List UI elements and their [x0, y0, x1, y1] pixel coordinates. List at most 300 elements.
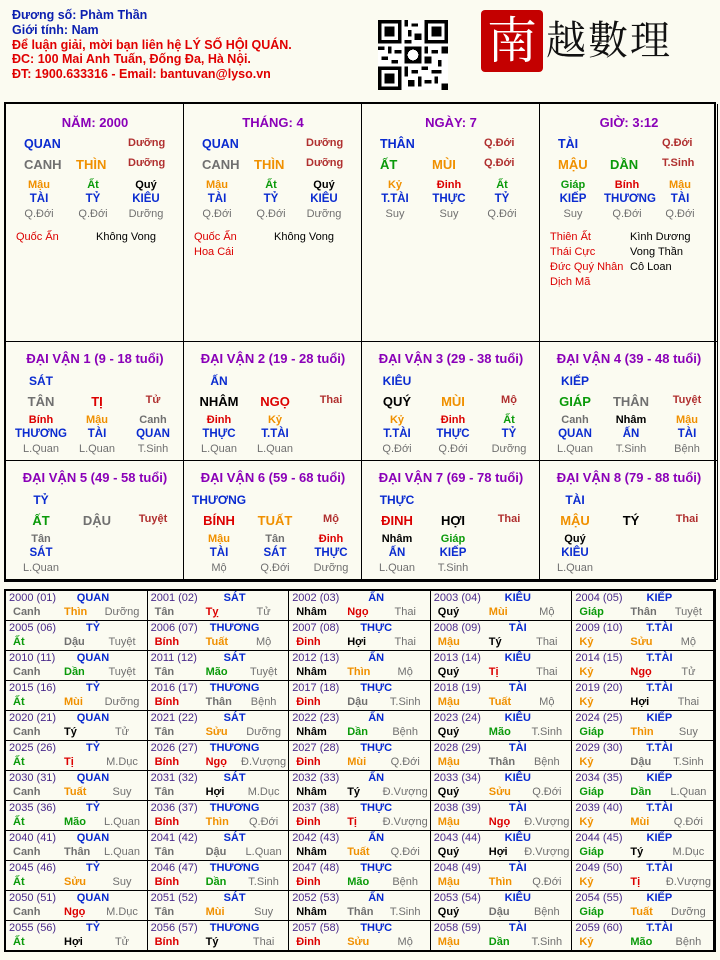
- luck-branch: DẬU: [82, 513, 112, 528]
- year-label: 2013 (14): [433, 652, 481, 664]
- pillar-god-state: Q.Đới: [484, 137, 515, 149]
- pillar-branch-state: T.Sinh: [662, 157, 695, 169]
- year-cell: [431, 831, 573, 861]
- luck-cell: [184, 461, 362, 580]
- hidden-god: THỰC: [432, 193, 466, 205]
- luck-hidden-stem: Đinh: [318, 533, 344, 545]
- year-cell: [6, 681, 148, 711]
- luck-stem: TÂN: [27, 394, 55, 409]
- luck-hidden-god: T.TÀI: [383, 428, 411, 440]
- year-god: TỶ: [85, 862, 101, 874]
- years-table: [4, 589, 716, 952]
- luck-hidden-stem: Canh: [139, 414, 167, 426]
- year-god: KIẾP: [646, 892, 673, 904]
- pillar-branch-state: Dưỡng: [128, 157, 166, 169]
- year-state: T.Sinh: [673, 756, 704, 768]
- luck-hidden-stem: Tân: [265, 533, 285, 545]
- luck-cell: [184, 342, 362, 461]
- luck-stem: BÍNH: [203, 513, 235, 528]
- hidden-state: Q.Đới: [202, 208, 232, 220]
- year-state: Q.Đới: [673, 816, 703, 828]
- year-cell: [572, 681, 714, 711]
- year-state: Suy: [678, 726, 698, 738]
- year-state: Đ.Vượng: [382, 786, 428, 798]
- year-branch: Tý: [347, 786, 361, 798]
- luck-hidden-stem: Giáp: [440, 533, 466, 545]
- hidden-god: T.TÀI: [381, 193, 409, 205]
- year-stem: Ất: [13, 696, 25, 708]
- luck-hidden-god: TÀI: [677, 428, 697, 440]
- year-label: 2048 (49): [433, 862, 481, 874]
- year-god: THỰC: [360, 682, 393, 694]
- qr-code-icon[interactable]: [378, 20, 448, 90]
- luck-title: ĐẠI VẬN 7 (69 - 78 tuổi): [378, 470, 524, 485]
- year-god: QUAN: [76, 772, 110, 784]
- year-branch: Tỵ: [205, 606, 219, 618]
- year-stem: Ất: [13, 936, 25, 948]
- year-cell: [289, 741, 431, 771]
- year-label: 2047 (48): [292, 862, 340, 874]
- year-stem: Kỷ: [579, 816, 594, 828]
- year-branch: Ngọ: [630, 666, 652, 678]
- luck-hidden-stem: Kỷ: [267, 414, 283, 426]
- luck-branch: THÂN: [612, 394, 650, 409]
- pillar-cell: [6, 104, 184, 342]
- luck-stem: GIÁP: [559, 394, 591, 409]
- luck-hidden-god: TÀI: [209, 547, 229, 559]
- year-cell: [572, 591, 714, 621]
- luck-hidden-god: ẤN: [622, 428, 640, 440]
- year-branch: Tị: [64, 756, 74, 768]
- year-cell: [289, 831, 431, 861]
- year-stem: Ất: [13, 816, 25, 828]
- pillar-god: TÀI: [558, 137, 579, 151]
- luck-hidden-stem: Bính: [28, 414, 54, 426]
- luck-title: ĐẠI VẬN 4 (39 - 48 tuổi): [556, 351, 702, 366]
- year-god: KIÊU: [504, 892, 531, 904]
- star-left: Quốc Ấn: [194, 231, 237, 243]
- year-state: L.Quan: [103, 846, 141, 858]
- year-cell: [6, 831, 148, 861]
- year-cell: [6, 921, 148, 951]
- year-stem: Nhâm: [296, 786, 327, 798]
- year-branch: Ngọ: [347, 606, 369, 618]
- year-stem: Nhâm: [296, 846, 327, 858]
- year-god: QUAN: [76, 652, 110, 664]
- pillar-god-state: Dưỡng: [128, 137, 166, 149]
- year-branch: Thìn: [630, 726, 654, 738]
- luck-cell: [540, 342, 718, 461]
- year-state: Mộ: [539, 696, 555, 708]
- hidden-state: Suy: [439, 208, 459, 220]
- year-label: 2005 (06): [9, 622, 57, 634]
- luck-hidden-stem: Mậu: [208, 533, 230, 545]
- year-label: 2055 (56): [9, 922, 57, 934]
- year-cell: [6, 891, 148, 921]
- hidden-god: KIÊU: [310, 193, 338, 205]
- hidden-stem: Mậu: [669, 179, 691, 191]
- year-state: Đ.Vượng: [665, 876, 711, 888]
- luck-state: Mộ: [323, 513, 339, 525]
- year-state: Tuyệt: [108, 636, 136, 648]
- year-god: QUAN: [76, 892, 110, 904]
- year-branch: Dậu: [347, 696, 368, 708]
- hidden-state: Suy: [563, 208, 583, 220]
- year-stem: Tân: [154, 906, 175, 918]
- star-left: Dịch Mã: [550, 276, 591, 288]
- hidden-stem: Kỷ: [387, 179, 403, 191]
- pillar-branch-state: Dưỡng: [306, 157, 344, 169]
- year-god: ẤN: [368, 652, 385, 664]
- luck-hidden-state: L.Quan: [256, 443, 294, 455]
- star-right: Không Vong: [96, 231, 156, 243]
- year-god: ẤN: [368, 592, 385, 604]
- luck-hidden-state: Q.Đới: [260, 562, 290, 574]
- year-label: 2045 (46): [9, 862, 57, 874]
- year-label: 2006 (07): [150, 622, 198, 634]
- year-cell: [431, 651, 573, 681]
- luck-title: ĐẠI VẬN 3 (29 - 38 tuổi): [378, 351, 524, 366]
- pillar-god: QUAN: [24, 137, 61, 151]
- year-stem: Canh: [13, 906, 41, 918]
- luck-hidden-state: L.Quan: [78, 443, 116, 455]
- year-branch: Dần: [630, 786, 652, 798]
- pillar-cell: [362, 104, 540, 342]
- year-branch: Dậu: [488, 906, 510, 918]
- year-stem: Bính: [154, 816, 180, 828]
- pillar-branch: DẦN: [610, 157, 639, 172]
- gender: Giới tính: Nam: [12, 22, 99, 37]
- year-state: Mộ: [539, 606, 555, 618]
- year-cell: [431, 921, 573, 951]
- luck-hidden-god: KIÊU: [561, 547, 589, 559]
- hidden-stem: Giáp: [560, 179, 586, 191]
- luck-hidden-state: L.Quan: [200, 443, 238, 455]
- year-cell: [431, 711, 573, 741]
- year-stem: Kỷ: [579, 696, 594, 708]
- year-branch: Dần: [64, 666, 85, 678]
- year-label: 2050 (51): [9, 892, 57, 904]
- year-god: SÁT: [223, 592, 246, 604]
- year-god: KIÊU: [504, 592, 531, 604]
- year-label: 2051 (52): [150, 892, 198, 904]
- star-right: Cô Loan: [630, 261, 672, 273]
- luck-title: ĐẠI VẬN 6 (59 - 68 tuổi): [200, 470, 346, 485]
- year-state: Đ.Vượng: [524, 816, 570, 828]
- year-god: QUAN: [76, 712, 110, 724]
- year-cell: [572, 921, 714, 951]
- year-branch: Ngọ: [205, 756, 227, 768]
- year-cell: [289, 711, 431, 741]
- luck-god: KIẾP: [560, 374, 589, 388]
- pillar-god: QUAN: [202, 137, 239, 151]
- year-state: Mộ: [397, 666, 413, 678]
- year-branch: Hợi: [64, 936, 83, 948]
- hidden-god: TÀI: [29, 193, 49, 205]
- luck-god: KIÊU: [382, 374, 412, 388]
- luck-stem: MẬU: [560, 513, 590, 528]
- year-god: TỶ: [85, 742, 101, 754]
- luck-hidden-state: Q.Đới: [382, 443, 412, 455]
- year-label: 2038 (39): [433, 802, 481, 814]
- hidden-state: Suy: [385, 208, 405, 220]
- year-cell: [6, 621, 148, 651]
- year-cell: [572, 741, 714, 771]
- hidden-state: Dưỡng: [128, 208, 164, 220]
- year-god: ẤN: [368, 832, 385, 844]
- year-god: THỰC: [360, 622, 393, 634]
- luck-hidden-state: L.Quan: [22, 443, 60, 455]
- year-stem: Canh: [13, 666, 41, 678]
- year-stem: Canh: [13, 786, 41, 798]
- year-stem: Tân: [154, 606, 175, 618]
- year-label: 2023 (24): [433, 712, 481, 724]
- year-state: L.Quan: [103, 816, 141, 828]
- year-label: 2028 (29): [433, 742, 481, 754]
- year-label: 2036 (37): [150, 802, 198, 814]
- year-god: TỶ: [85, 802, 101, 814]
- luck-hidden-god: ẤN: [388, 547, 406, 559]
- hidden-state: Q.Đới: [487, 208, 517, 220]
- year-stem: Kỷ: [579, 666, 594, 678]
- year-stem: Giáp: [579, 786, 604, 798]
- year-state: Đ.Vượng: [382, 816, 428, 828]
- year-stem: Nhâm: [296, 606, 327, 618]
- luck-hidden-god: T.TÀI: [261, 428, 289, 440]
- year-stem: Mậu: [437, 756, 460, 768]
- year-stem: Bính: [154, 696, 180, 708]
- year-state: Q.Đới: [532, 786, 562, 798]
- year-stem: Tân: [154, 666, 175, 678]
- hidden-state: Q.Đới: [612, 208, 642, 220]
- year-state: Tuyệt: [108, 666, 136, 678]
- seal-glyph: 南: [487, 12, 537, 70]
- year-label: 2008 (09): [433, 622, 481, 634]
- year-label: 2030 (31): [9, 772, 57, 784]
- year-cell: [572, 861, 714, 891]
- hidden-stem: Mậu: [206, 179, 228, 191]
- year-label: 2001 (02): [150, 592, 198, 604]
- luck-god: TÀI: [565, 493, 585, 507]
- luck-hidden-stem: Đinh: [206, 414, 232, 426]
- pillar-branch-state: Q.Đới: [484, 157, 515, 169]
- year-cell: [431, 771, 573, 801]
- year-stem: Quý: [437, 846, 460, 858]
- year-stem: Tân: [154, 846, 175, 858]
- address: ĐC: 100 Mai Anh Tuấn, Đống Đa, Hà Nội.: [12, 52, 251, 67]
- luck-hidden-god: THỰC: [202, 428, 236, 440]
- year-state: T.Sinh: [248, 876, 279, 888]
- year-god: KIẾP: [646, 832, 673, 844]
- year-branch: Mão: [205, 666, 228, 678]
- seal-stamp-icon: [479, 8, 545, 74]
- luck-hidden-stem: Quý: [564, 533, 586, 545]
- year-stem: Nhâm: [296, 906, 327, 918]
- year-cell: [572, 831, 714, 861]
- star-right: Không Vong: [274, 231, 334, 243]
- luck-hidden-state: T.Sinh: [437, 562, 469, 574]
- luck-state: Mộ: [501, 394, 517, 406]
- year-stem: Canh: [13, 846, 41, 858]
- year-label: 2019 (20): [575, 682, 623, 694]
- year-cell: [6, 651, 148, 681]
- year-god: T.TÀI: [646, 862, 673, 874]
- year-stem: Bính: [154, 756, 180, 768]
- year-stem: Bính: [154, 876, 180, 888]
- year-cell: [148, 891, 290, 921]
- year-label: 2044 (45): [575, 832, 623, 844]
- year-god: THƯƠNG: [209, 802, 260, 814]
- year-state: Bệnh: [392, 726, 419, 738]
- hidden-stem: Đinh: [436, 179, 462, 191]
- year-label: 2042 (43): [292, 832, 340, 844]
- contact-note: Để luận giải, mời bạn liên hệ LÝ SỐ HỘI QUÁN.: [12, 37, 292, 52]
- pillar-god-state: Dưỡng: [306, 137, 344, 149]
- year-god: T.TÀI: [646, 682, 673, 694]
- year-god: ẤN: [368, 892, 385, 904]
- luck-hidden-god: THỰC: [314, 547, 348, 559]
- year-god: SÁT: [223, 892, 246, 904]
- year-label: 2017 (18): [292, 682, 340, 694]
- year-label: 2025 (26): [9, 742, 57, 754]
- year-god: THỰC: [360, 922, 393, 934]
- year-cell: [148, 741, 290, 771]
- year-branch: Thìn: [347, 666, 371, 678]
- year-stem: Mậu: [437, 876, 460, 888]
- luck-hidden-stem: Nhâm: [615, 414, 647, 426]
- year-state: T.Sinh: [389, 906, 421, 918]
- luck-branch: TÝ: [622, 513, 640, 528]
- luck-hidden-stem: Mậu: [86, 414, 108, 426]
- year-label: 2043 (44): [433, 832, 481, 844]
- year-state: Q.Đới: [390, 756, 420, 768]
- year-branch: Hợi: [630, 696, 650, 708]
- year-branch: Ngọ: [488, 816, 511, 828]
- year-state: Bệnh: [675, 936, 702, 948]
- year-label: 2049 (50): [575, 862, 623, 874]
- year-state: Q.Đới: [390, 846, 420, 858]
- year-label: 2057 (58): [292, 922, 340, 934]
- year-state: M.Dục: [247, 786, 280, 798]
- year-stem: Quý: [437, 726, 460, 738]
- year-god: ẤN: [368, 772, 385, 784]
- luck-hidden-god: QUAN: [136, 428, 170, 440]
- year-label: 2000 (01): [9, 592, 57, 604]
- year-cell: [431, 741, 573, 771]
- pillar-title: NGÀY: 7: [425, 115, 477, 130]
- year-branch: Tuất: [630, 906, 653, 918]
- year-state: Thai: [536, 666, 558, 678]
- year-state: M.Dục: [106, 756, 138, 768]
- luck-cell: [6, 342, 184, 461]
- year-cell: [148, 591, 290, 621]
- star-left: Hoa Cái: [194, 246, 234, 258]
- year-branch: Tuất: [205, 636, 228, 648]
- luck-hidden-god: TỶ: [501, 428, 517, 440]
- year-label: 2031 (32): [150, 772, 198, 784]
- year-cell: [431, 621, 573, 651]
- pillar-god: THÂN: [380, 137, 415, 151]
- year-state: Bệnh: [250, 696, 277, 708]
- year-state: Đ.Vượng: [241, 756, 287, 768]
- year-branch: Thìn: [488, 876, 513, 888]
- year-branch: Thân: [64, 846, 91, 858]
- pillar-stem: ẤT: [380, 157, 398, 172]
- hidden-state: Q.Đới: [256, 208, 286, 220]
- year-god: TÀI: [508, 622, 527, 634]
- year-cell: [148, 681, 290, 711]
- luck-branch: NGỌ: [260, 394, 290, 409]
- luck-stem: ĐINH: [381, 513, 413, 528]
- year-state: Bệnh: [392, 876, 419, 888]
- luck-hidden-stem: Mậu: [676, 414, 698, 426]
- year-state: Thai: [394, 636, 416, 648]
- year-stem: Nhâm: [296, 666, 327, 678]
- luck-hidden-stem: Tân: [31, 533, 51, 545]
- luck-state: Thai: [497, 513, 521, 525]
- year-label: 2046 (47): [150, 862, 198, 874]
- year-god: KIẾP: [646, 712, 673, 724]
- year-label: 2054 (55): [575, 892, 623, 904]
- luck-title: ĐẠI VẬN 1 (9 - 18 tuổi): [26, 351, 164, 366]
- year-branch: Mão: [347, 876, 370, 888]
- year-cell: [572, 891, 714, 921]
- year-god: T.TÀI: [646, 742, 673, 754]
- year-branch: Tuất: [347, 846, 370, 858]
- luck-hidden-stem: Đinh: [440, 414, 466, 426]
- year-cell: [6, 711, 148, 741]
- year-branch: Mùi: [347, 756, 367, 768]
- year-cell: [6, 801, 148, 831]
- year-god: TÀI: [508, 862, 527, 874]
- hidden-stem: Ất: [265, 179, 277, 191]
- luck-hidden-state: Bệnh: [674, 443, 700, 455]
- year-cell: [148, 771, 290, 801]
- year-cell: [289, 621, 431, 651]
- year-god: T.TÀI: [646, 622, 673, 634]
- luck-stem: QUÝ: [382, 394, 412, 409]
- year-stem: Quý: [437, 666, 460, 678]
- year-label: 2034 (35): [575, 772, 623, 784]
- year-cell: [289, 921, 431, 951]
- year-label: 2039 (40): [575, 802, 623, 814]
- pillar-title: NĂM: 2000: [61, 115, 129, 130]
- year-stem: Canh: [13, 726, 41, 738]
- luck-hidden-state: L.Quan: [556, 443, 594, 455]
- year-branch: Ngọ: [64, 906, 86, 918]
- year-cell: [289, 591, 431, 621]
- year-stem: Bính: [154, 636, 180, 648]
- year-stem: Quý: [437, 606, 460, 618]
- year-god: KIÊU: [504, 652, 531, 664]
- year-branch: Hợi: [205, 786, 225, 798]
- luck-title: ĐẠI VẬN 2 (19 - 28 tuổi): [200, 351, 346, 366]
- luck-cell: [362, 342, 540, 461]
- year-god: THƯƠNG: [209, 862, 260, 874]
- year-label: 2003 (04): [433, 592, 481, 604]
- year-label: 2035 (36): [9, 802, 57, 814]
- pillar-title: THÁNG: 4: [242, 115, 304, 130]
- year-label: 2018 (19): [433, 682, 481, 694]
- year-label: 2059 (60): [575, 922, 623, 934]
- luck-cell: [540, 461, 718, 580]
- year-cell: [6, 591, 148, 621]
- year-god: TÀI: [508, 802, 527, 814]
- year-branch: Tý: [64, 726, 77, 738]
- year-state: Dưỡng: [104, 696, 140, 708]
- year-state: Tử: [114, 726, 130, 738]
- header-info: [12, 8, 292, 82]
